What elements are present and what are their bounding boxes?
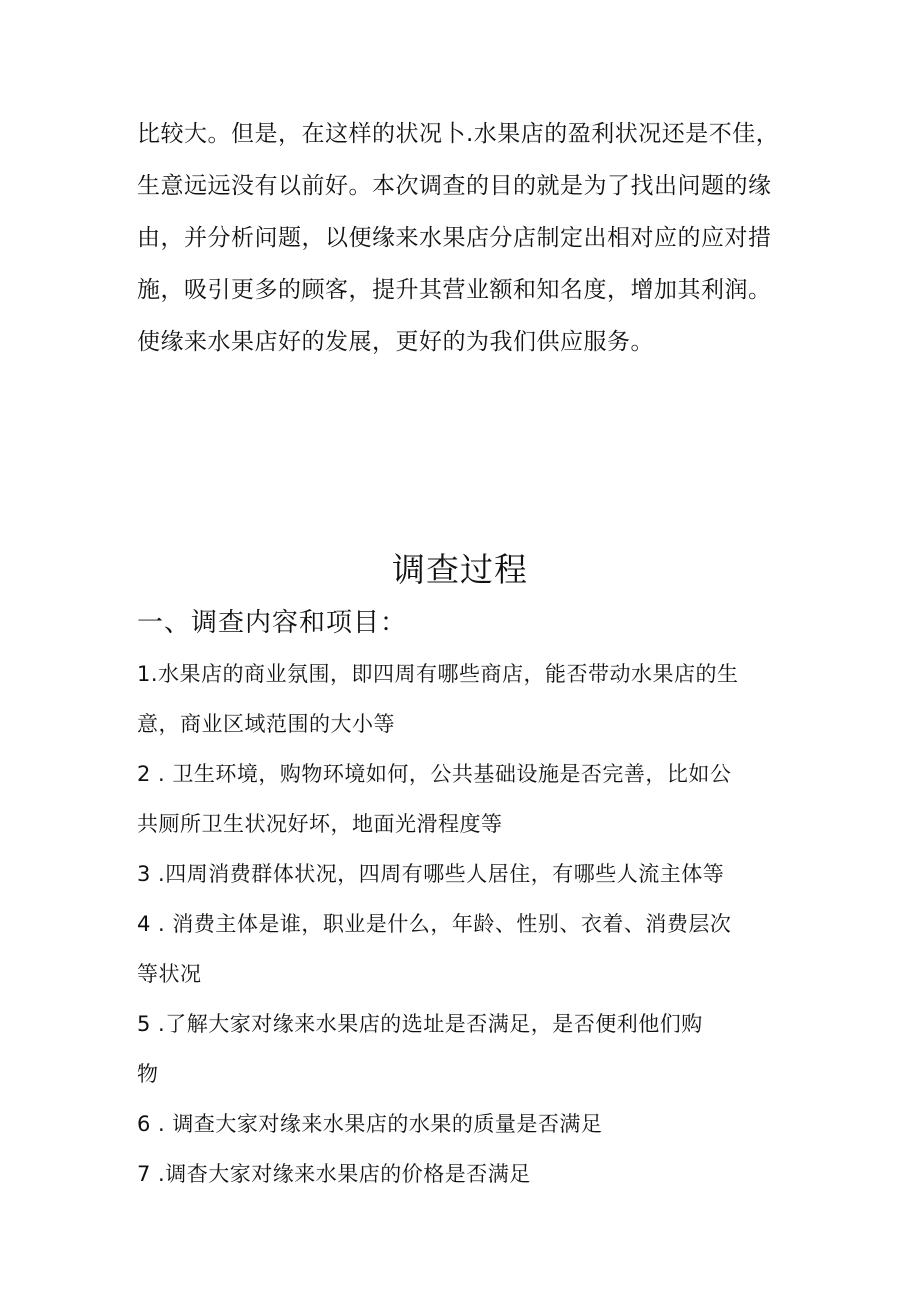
paragraph-line: 由，并分析问题，以便缘来水果店分店制定出相对应的应对措 [137,225,772,251]
list-item-line: 7 .调杳大家对缘来水果店的价格是否满足 [137,1162,531,1186]
list-item-line: 共厕所卫生状况好坏，地面光滑程度等 [137,812,503,836]
list-item-line: 等状况 [137,962,202,986]
section-subheading: 一、调查内容和项目： [137,608,408,638]
paragraph-line: 比较大。但是，在这样的状况卜.水果店的盈利状况还是不佳， [137,121,780,147]
paragraph-line: 施，吸引更多的顾客，提升其营业额和知名度，增加其利润。 [137,277,772,303]
list-item-line: 物 [137,1062,159,1086]
list-item-line: 5 .了解大家对缘来水果店的选址是否满足，是否便利他们购 [137,1012,703,1036]
survey-items-list [137,649,797,1199]
paragraph-line: 使缘来水果店好的发展，更好的为我们供应服务。 [137,329,654,355]
list-item-line: 6 . 调查大家对缘来水果店的水果的质量是否满足 [137,1112,603,1136]
list-item-line: 意，商业区域范围的大小等 [137,712,395,736]
list-item-line: 1.水果店的商业氛围，即四周有哪些商店，能否带动水果店的生 [137,662,739,686]
section-title: 调查过程 [392,550,528,589]
list-item-line: 3 .四周消费群体状况，四周有哪些人居住，有哪些人流主体等 [137,862,725,886]
intro-paragraph [137,108,787,368]
list-item-line: 2 . 卫生环境，购物环境如何，公共基础设施是否完善，比如公 [137,762,732,786]
paragraph-line: 生意远远没有以前好。本次调查的目的就是为了找出问题的缘 [137,173,772,199]
list-item-line: 4 . 消费主体是谁，职业是什么，年龄、性别、衣着、消费层次 [137,912,732,936]
